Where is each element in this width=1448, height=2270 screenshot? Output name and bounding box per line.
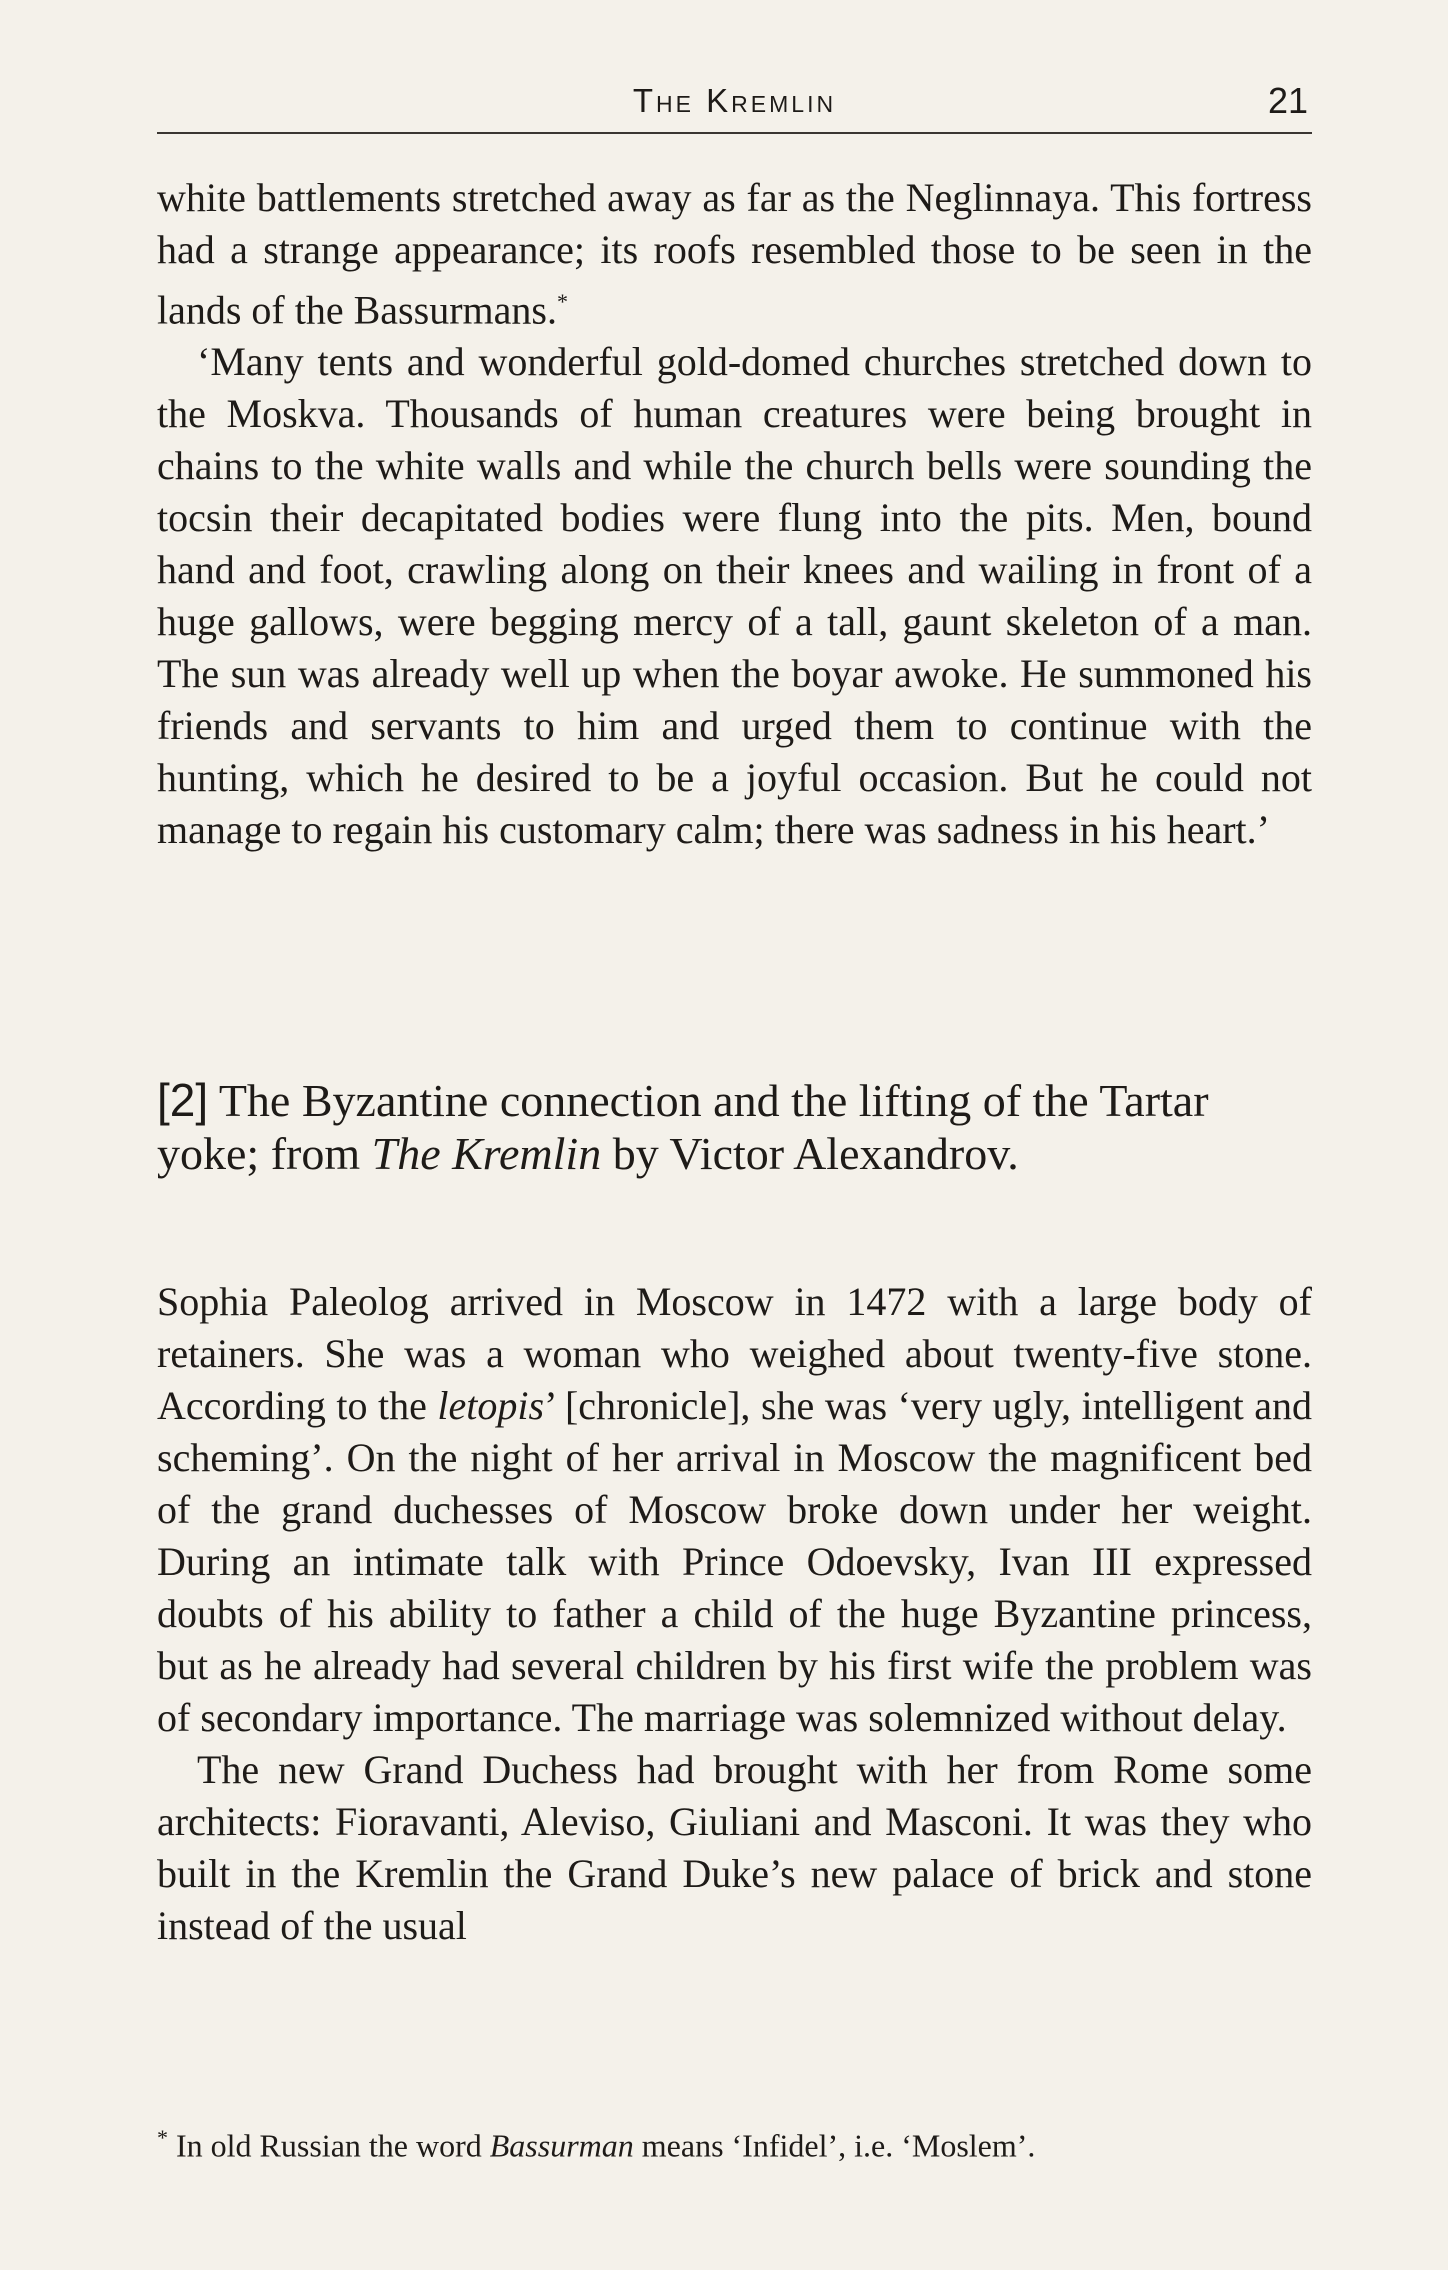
running-title: The Kremlin	[632, 82, 837, 119]
footnote-text: In old Russian the word	[176, 2127, 482, 2164]
paragraph: The new Grand Duchess had brought with her from Rome some architects: Fioravanti, Aleviso, Giuliani and Masconi. It was they who built in the Kremlin the Grand Duke’s new palace of brick and stone instead of the usual	[157, 1747, 1312, 1948]
section-text	[157, 1276, 1312, 1952]
italic-term: letopis	[437, 1383, 545, 1428]
footnote-text-end: means ‘Infidel’, i.e. ‘Moslem’.	[641, 2127, 1036, 2164]
paragraph-text: ’ [chronicle], she was ‘very ugly, intelligent and scheming’. On the night of her arrival in Moscow the magnificent bed of the grand duchesses of Moscow broke down under her weight. During an intimate talk with Prince Odoevsky, Ivan III expressed doubts of his ability to father a child of the huge Byzantine princess, but as he already had several children by his first wife the problem was of secondary importance. The marriage was solemnized without delay.	[157, 1383, 1313, 1740]
paragraph	[157, 172, 1312, 336]
footnote-term: Bassurman	[489, 2127, 634, 2164]
paragraph-text: Sophia Paleolog arrived in Moscow in 1472 with a large body of retainers. She was a woman who weighed about twenty-five stone. According to the	[157, 1279, 1312, 1428]
page-number: 21	[1267, 80, 1308, 121]
paragraph: ‘Many tents and wonderful gold-domed churches stretched down to the Moskva. Thousands of human creatures were being brought in chains to the white walls and while the church bells were sounding the tocsin their decapitated bodies were flung into the pits. Men, bound hand and foot, crawling along on their knees and wailing in front of a huge gallows, were begging mercy of a tall, gaunt skeleton of a man. The sun was already well up when the boyar awoke. He summoned his friends and servants to him and urged them to continue with the hunting, which he desired to be a joyful occasion. But he could not manage to regain his customary calm; there was sadness in his heart.’	[157, 339, 1312, 853]
section-title: The Byzantine connection and the lifting of the Tartar yoke; from	[157, 1075, 1209, 1179]
footnote	[157, 2118, 1312, 2166]
running-head	[157, 82, 1312, 134]
section-heading	[157, 1074, 1312, 1180]
footnote-mark: *	[157, 2125, 168, 2150]
book-title: The Kremlin	[371, 1128, 602, 1179]
section-title-end: by Victor Alexandrov.	[612, 1128, 1019, 1179]
continuation-text	[157, 172, 1312, 856]
section-number: [2]	[157, 1074, 209, 1126]
paragraph-text: white battlements stretched away as far as the Neglinnaya. This fortress had a strange appearance; its roofs resembled those to be seen in the lands of the Bassurmans.	[157, 175, 1312, 333]
paragraph	[157, 1276, 1312, 1744]
footnote-reference: *	[556, 289, 568, 314]
